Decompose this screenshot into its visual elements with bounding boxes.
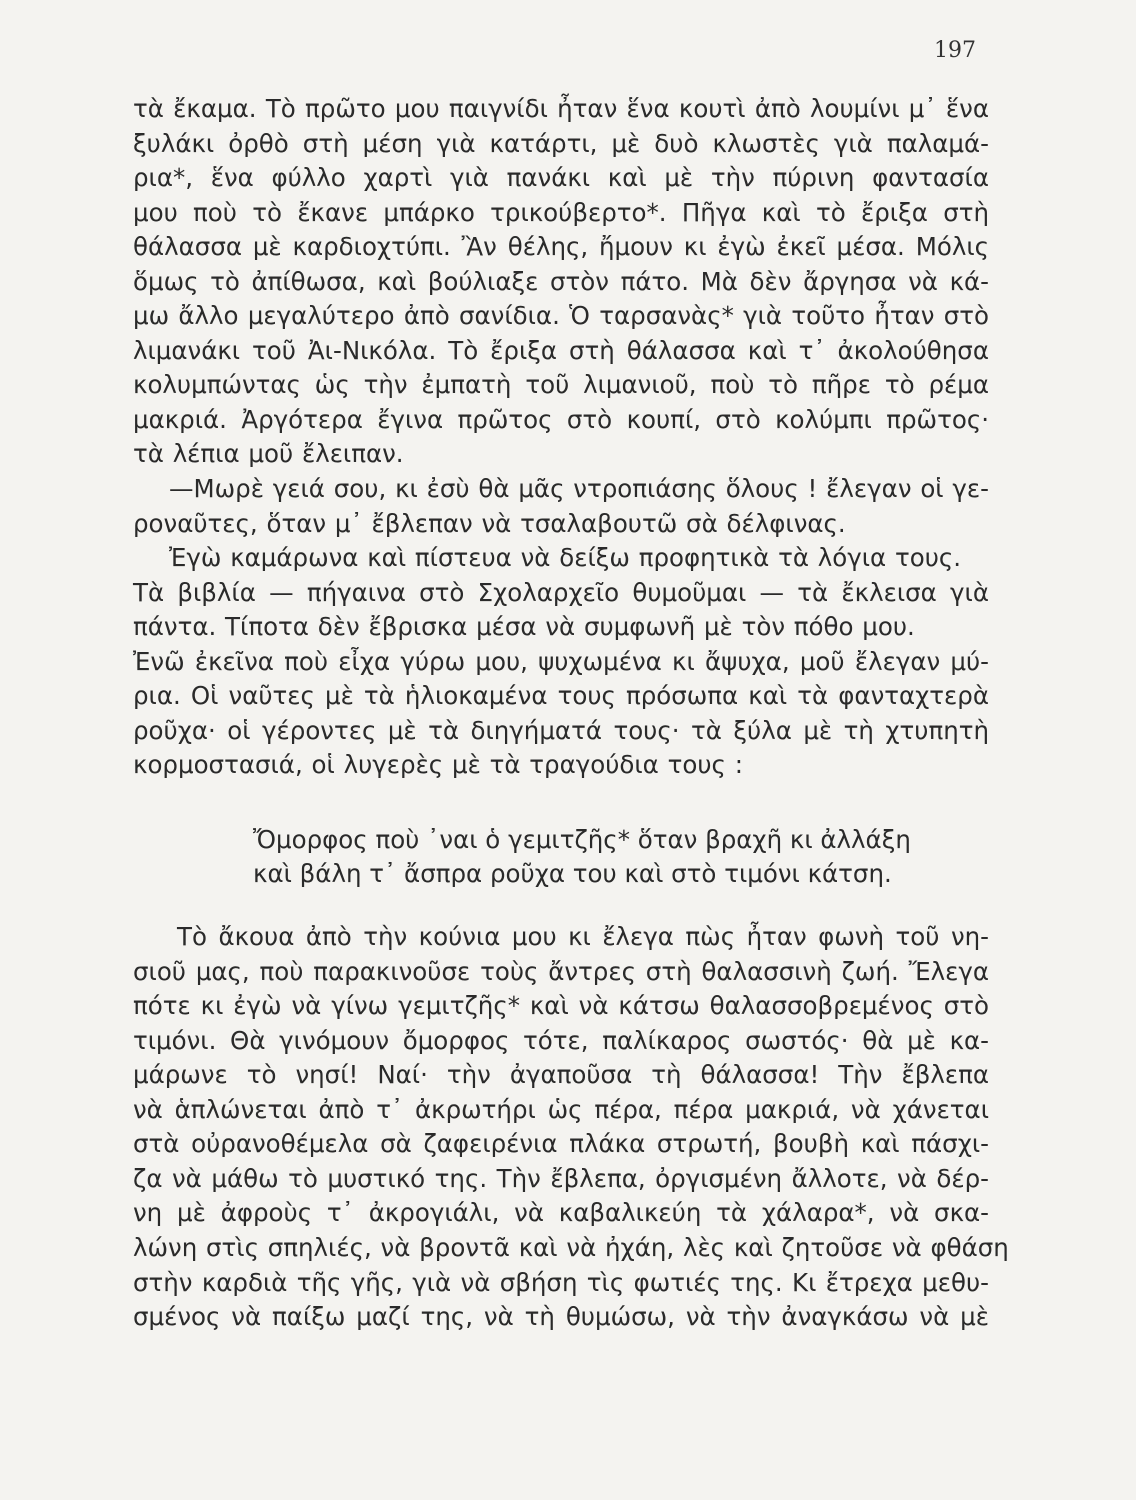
text-line: μω ἄλλο μεγαλύτερο ἀπὸ σανίδια. Ὁ ταρσανὰς* γιὰ τοῦτο ἦταν στὸ [133, 301, 989, 331]
paragraph-3 [133, 541, 989, 783]
paragraph-2 [133, 472, 989, 541]
verse-line-2: καὶ βάλη τ᾽ ἄσπρα ροῦχα του καὶ στὸ τιμόνι κάτση. [253, 859, 892, 889]
text-line: ρια*, ἕνα φύλλο χαρτὶ γιὰ πανάκι καὶ μὲ τὴν πύρινη φαντασία [133, 163, 989, 193]
paragraph-4 [133, 920, 1009, 1335]
text-line: Τὰ βιβλία — πήγαινα στὸ Σχολαρχεῖο θυμοῦμαι — τὰ ἔκλεισα γιὰ [133, 577, 989, 607]
body-text [133, 92, 1009, 1335]
spacer [133, 892, 989, 920]
text-line: θάλασσα μὲ καρδιοχτύπι. Ἂν θέλης, ἤμουν κι ἐγὼ ἐκεῖ μέσα. Μόλις [133, 232, 989, 262]
text-line: λώνη στὶς σπηλιές, νὰ βροντᾶ καὶ νὰ ἠχάη, λὲς καὶ ζητοῦσε νὰ φθάση [133, 1232, 1009, 1262]
text-line: μου ποὺ τὸ ἔκανε μπάρκο τρικούβερτο*. Πῆγα καὶ τὸ ἔριξα στὴ [133, 197, 989, 227]
text-line: —Μωρὲ γειά σου, κι ἐσὺ θὰ μᾶς ντροπιάσης ὅλους ! ἔλεγαν οἱ γε- [169, 474, 989, 504]
text-line: Ἐγὼ καμάρωνα καὶ πίστευα νὰ δείξω προφητικὰ τὰ λόγια τους. [169, 543, 962, 573]
text-line: Ἐνῶ ἐκεῖνα ποὺ εἶχα γύρω μου, ψυχωμένα κι ἄψυχα, μοῦ ἔλεγαν μύ- [133, 646, 989, 676]
text-line: κολυμπώντας ὡς τὴν ἐμπατὴ τοῦ λιμανιοῦ, ποὺ τὸ πῆρε τὸ ρέμα [133, 370, 989, 400]
text-line: ὅμως τὸ ἀπίθωσα, καὶ βούλιαξε στὸν πάτο. Μὰ δὲν ἄργησα νὰ κά- [133, 266, 989, 296]
paragraph-1 [133, 92, 989, 472]
text-line: πάντα. Τίποτα δὲν ἔβρισκα μέσα νὰ συμφωνῆ μὲ τὸν πόθο μου. [133, 612, 915, 642]
text-line: ροῦχα· οἱ γέροντες μὲ τὰ διηγήματά τους· τὰ ξύλα μὲ τὴ χτυπητὴ [133, 715, 989, 745]
verse-quote [133, 823, 989, 892]
text-line: κορμοστασιά, οἱ λυγερὲς μὲ τὰ τραγούδια τους : [133, 750, 743, 780]
text-line: νη μὲ ἀφροὺς τ᾽ ἀκρογιάλι, νὰ καβαλικεύη τὰ χάλαρα*, νὰ σκα- [133, 1198, 989, 1228]
text-line: νὰ ἁπλώνεται ἀπὸ τ᾽ ἀκρωτήρι ὡς πέρα, πέρα μακριά, νὰ χάνεται [133, 1094, 989, 1124]
text-line: μακριά. Ἀργότερα ἔγινα πρῶτος στὸ κουπί, στὸ κολύμπι πρῶτος· [133, 404, 989, 434]
text-line: ροναῦτες, ὅταν μ᾽ ἔβλεπαν νὰ τσαλαβουτῶ σὰ δέλφινας. [133, 508, 846, 538]
spacer [133, 783, 989, 823]
text-line: στὰ οὐρανοθέμελα σὰ ζαφειρένια πλάκα στρωτή, βουβὴ καὶ πάσχι- [133, 1129, 989, 1159]
text-line: τὰ ἔκαμα. Τὸ πρῶτο μου παιγνίδι ἦταν ἕνα κουτὶ ἀπὸ λουμίνι μ᾽ ἕνα [133, 94, 989, 123]
text-line: πότε κι ἐγὼ νὰ γίνω γεμιτζῆς* καὶ νὰ κάτσω θαλασσοβρεμένος στὸ [133, 991, 989, 1021]
text-line: λιμανάκι τοῦ Ἀι-Νικόλα. Τὸ ἔριξα στὴ θάλασσα καὶ τ᾽ ἀκολούθησα [133, 335, 989, 365]
text-line: τιμόνι. Θὰ γινόμουν ὄμορφος τότε, παλίκαρος σωστός· θὰ μὲ κα- [133, 1025, 989, 1055]
text-line: σιοῦ μας, ποὺ παρακινοῦσε τοὺς ἄντρες στὴ θαλασσινὴ ζωή. Ἔλεγα [133, 956, 989, 986]
text-line: Τὸ ἄκουα ἀπὸ τὴν κούνια μου κι ἔλεγα πὼς ἦταν φωνὴ τοῦ νη- [177, 922, 989, 952]
text-line: ζα νὰ μάθω τὸ μυστικό της. Τὴν ἔβλεπα, ὀργισμένη ἄλλοτε, νὰ δέρ- [133, 1163, 989, 1193]
text-line: σμένος νὰ παίξω μαζί της, νὰ τὴ θυμώσω, νὰ τὴν ἀναγκάσω νὰ μὲ [133, 1302, 989, 1332]
text-line: ρια. Οἱ ναῦτες μὲ τὰ ἡλιοκαμένα τους πρόσωπα καὶ τὰ φανταχτερὰ [133, 681, 989, 711]
text-line: μάρωνε τὸ νησί! Ναί· τὴν ἀγαποῦσα τὴ θάλασσα! Τὴν ἔβλεπα [133, 1060, 989, 1090]
verse-line-1: Ὄμορφος ποὺ ᾽ναι ὁ γεμιτζῆς* ὅταν βραχῆ κι ἀλλάξη [253, 824, 911, 854]
text-line: στὴν καρδιὰ τῆς γῆς, γιὰ νὰ σβήση τὶς φωτιές της. Κι ἔτρεχα μεθυ- [133, 1267, 989, 1297]
text-line: ξυλάκι ὀρθὸ στὴ μέση γιὰ κατάρτι, μὲ δυὸ κλωστὲς γιὰ παλαμά- [133, 128, 989, 158]
text-line: τὰ λέπια μοῦ ἔλειπαν. [133, 439, 404, 469]
page-number: 197 [934, 38, 976, 63]
